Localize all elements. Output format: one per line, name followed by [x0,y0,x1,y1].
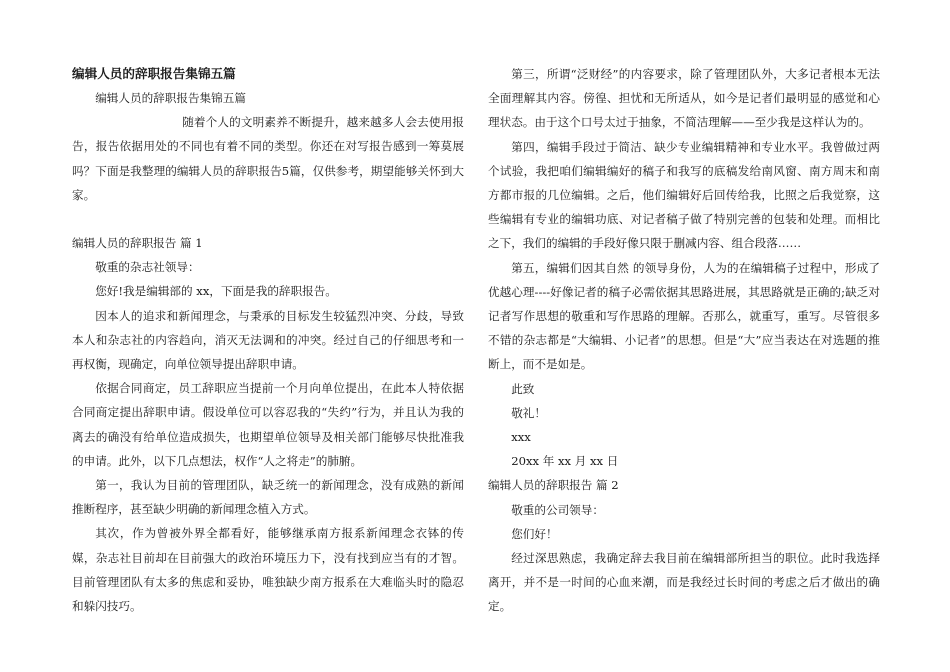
left-column [72,62,464,618]
right-column [488,62,880,619]
paragraph-gap [72,207,464,231]
body-paragraph: 第一，我认为目前的管理团队，缺乏统一的新闻理念，没有成熟的新闻推断程序，甚至缺少明确的新闻理念植入方式。 [72,478,464,517]
section-heading-1: 编辑人员的辞职报告 篇 1 [72,236,203,251]
salutation: 敬重的杂志社领导： [95,260,200,275]
body-paragraph: 第五，编辑们因其自然 的领导身份，人为的在编辑稿子过程中，形成了优越心理----好像记者的稿子必需依据其思路进展，其思路就是正确的;缺乏对记者写作思想的敬重和写作思路的理解。否那么，就重写，重写。尽管很多不错的杂志都是“大编辑、小记者”的思想。但是“大”应当表达在对选题的推断上，而不是如是。 [488,260,880,372]
document-subtitle: 编辑人员的辞职报告集锦五篇 [95,91,246,105]
body-paragraph: 第三，所谓“泛财经”的内容要求，除了管理团队外，大多记者根本无法全面理解其内容。傍徨、担忧和无所适从，如今是记者们最明显的感觉和心理状态。由于这个口号太过于抽象，不简洁理解——至少我是这样认为的。 [488,67,880,130]
document-title: 编辑人员的辞职报告集锦五篇 [72,66,236,81]
date-line: 20xx 年 xx 月 xx 日 [511,454,619,469]
closing-line: 敬礼！ [511,405,546,420]
greeting: 您们好！ [511,526,558,541]
intro-paragraph: 随着个人的文明素养不断提升，越来越多人会去使用报告，报告依据用处的不同也有着不同的类型。你还在对写报告感到一筹莫展吗？下面是我整理的编辑人员的辞职报告5篇，仅供参考，期望能够关怀到大家。 [72,115,464,202]
body-paragraph: 第四，编辑手段过于简洁、缺少专业编辑精神和专业水平。我曾做过两个试验，我把咱们编辑编好的稿子和我写的底稿发给南风窗、南方周末和南方都市报的几位编辑。之后，他们编辑好后回传给我，比照之后我觉察，这些编辑有专业的编辑功底、对记者稿子做了特别完善的包装和处理。而相比之下，我们的编辑的手段好像只限于删减内容、组合段落…… [488,139,880,251]
body-paragraph: 依据合同商定，员工辞职应当提前一个月向单位提出，在此本人特依据合同商定提出辞职申请。假设单位可以容忍我的“失约”行为，并且认为我的离去的确没有给单位造成损失，也期望单位领导及相关部门能够尽快批准我的申请。此外，以下几点想法，权作“人之将走”的肺腑。 [72,381,464,468]
salutation: 敬重的公司领导： [511,502,604,517]
greeting: 您好!我是编辑部的 xx，下面是我的辞职报告。 [95,284,337,299]
section-heading-2: 编辑人员的辞职报告 篇 2 [488,478,619,493]
signature: xxx [511,430,531,445]
body-paragraph: 因本人的追求和新闻理念，与秉承的目标发生较猛烈冲突、分歧，导致本人和杂志社的内容趋向，消灭无法调和的冲突。经过自己的仔细思考和一再权衡，现确定，向单位领导提出辞职申请。 [72,308,464,372]
body-paragraph: 其次，作为曾被外界全都看好，能够继承南方报系新闻理念衣钵的传媒，杂志社目前却在目前强大的政治环境压力下，没有找到应当有的才智。目前管理团队有太多的焦虑和妥协，唯独缺少南方报系在大难临头时的隐忍和躲闪技巧。 [72,526,464,614]
closing-line: 此致 [511,381,535,396]
body-paragraph: 经过深思熟虑，我确定辞去我目前在编辑部所担当的职位。此时我选择离开，并不是一时间的心血来潮，而是我经过长时间的考虑之后才做出的确定。 [488,551,880,614]
